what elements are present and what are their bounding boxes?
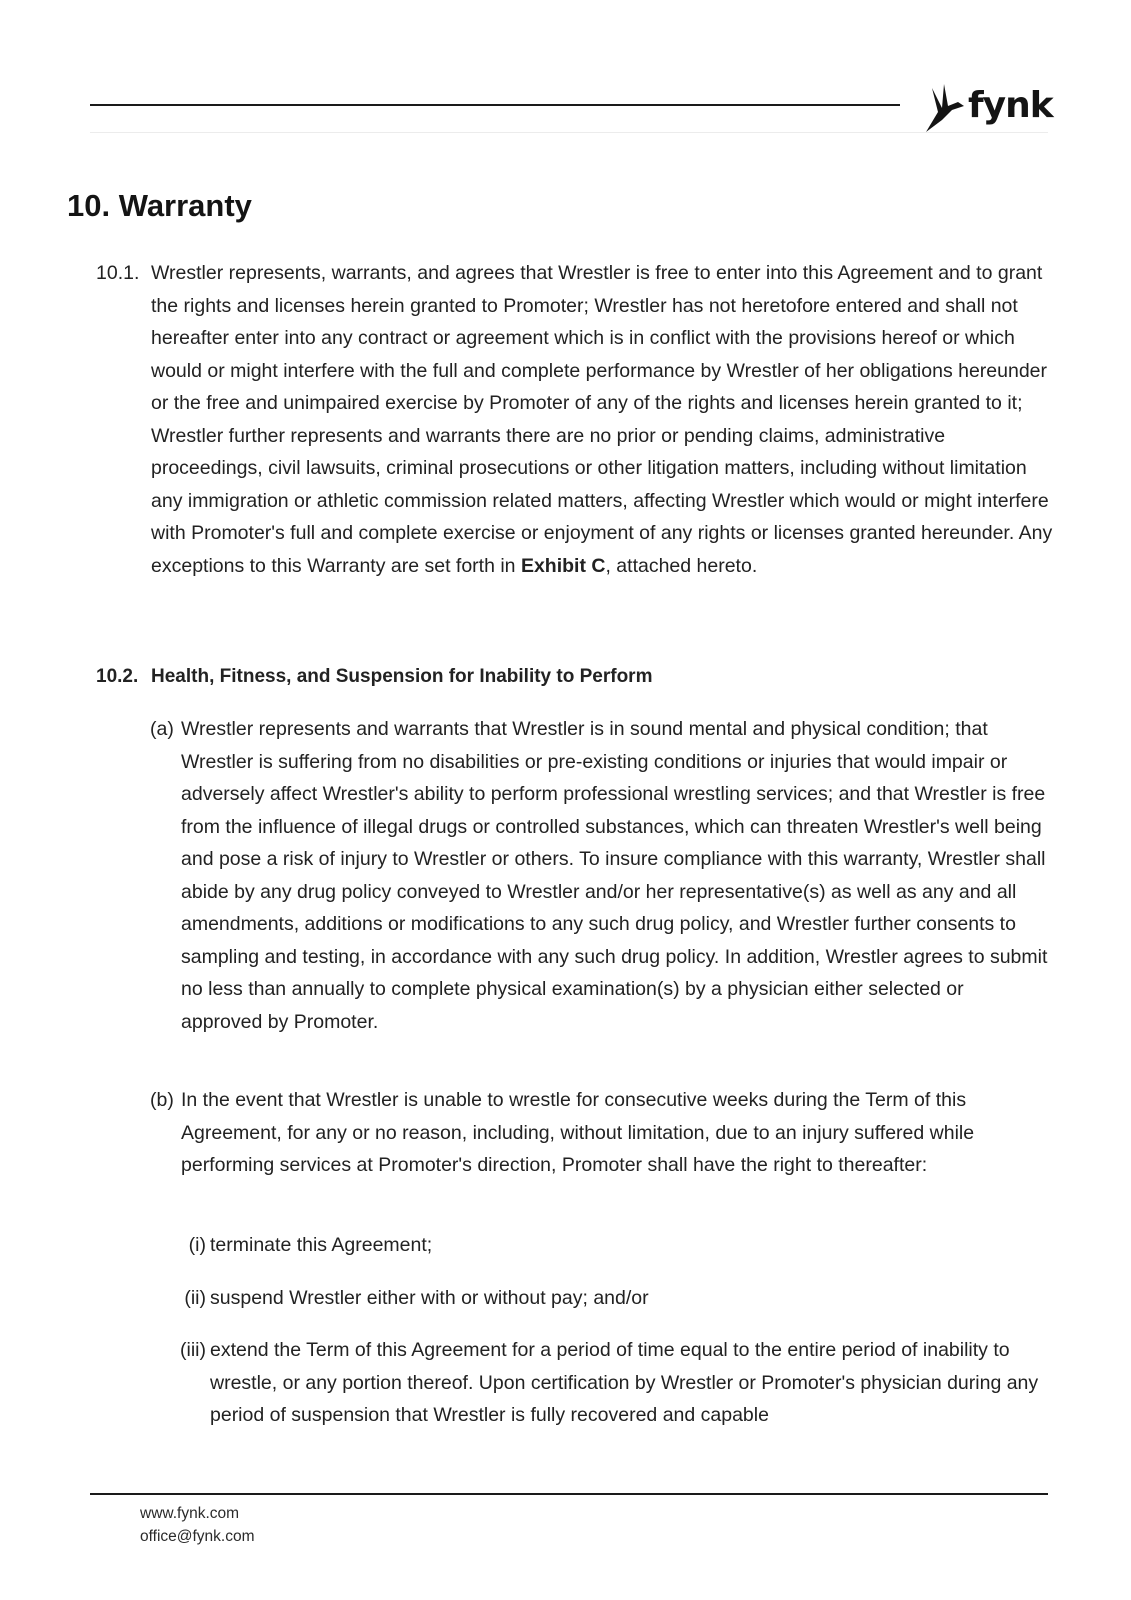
subclause-text: In the event that Wrestler is unable to wrestle for consecutive weeks during the Term of this Agreement, for any or no reason, including, without limitation, due to an injury suffered while performing services at Promoter's direction, Promoter shall have the right to thereafter:	[181, 1089, 975, 1176]
list-item-text: terminate this Agreement;	[210, 1234, 433, 1256]
footer-email[interactable]: office@fynk.com	[140, 1528, 255, 1545]
subclause-b	[150, 1084, 1050, 1182]
footer-website[interactable]: www.fynk.com	[140, 1505, 240, 1522]
header-rule	[90, 104, 900, 106]
subclause-label: (b)	[150, 1089, 174, 1111]
list-item	[174, 1334, 1044, 1432]
list-item	[174, 1229, 1044, 1262]
clause-10-2-heading	[96, 661, 1056, 694]
exhibit-reference: Exhibit C	[520, 554, 606, 577]
header-divider	[90, 132, 1048, 133]
list-item-text: suspend Wrestler either with or without pay; and/or	[210, 1287, 649, 1309]
list-item-label: (i)	[188, 1234, 206, 1256]
clause-text: Wrestler represents, warrants, and agrees that Wrestler is free to enter into this Agreement and to grant the rights and licenses herein granted to Promoter; Wrestler has not heretofore entered and shall not hereafter enter into any contract or agreement which is in conflict with the provisions hereof or which would or might interfere with the full and complete performance by Wrestler of her obligations hereunder or the free and unimpaired exercise by Promoter of any of the rights and licenses herein granted to it; Wrestler further represents and warrants there are no prior or pending claims, administrative proceedings, civil lawsuits, criminal prosecutions or other litigation matters, including without limitation any immigration or athletic commission related matters, affecting Wrestler which would or might interfere with Promoter's full and complete exercise or enjoyment of any rights or licenses granted hereunder. Any exceptions to this Warranty are set forth in Exhibit C, attached hereto.	[151, 262, 1053, 577]
subclause-a	[150, 713, 1050, 1038]
list-item	[174, 1282, 1044, 1315]
fynk-logo	[922, 80, 1053, 136]
clause-number: 10.1.	[96, 262, 140, 284]
subclause-text: Wrestler represents and warrants that Wrestler is in sound mental and physical condition; that Wrestler is suffering from no disabilities or pre-existing conditions or injuries that would impair or adversely affect Wrestler's ability to perform professional wrestling services; and that Wrestler is free from the influence of illegal drugs or controlled substances, which can threaten Wrestler's well being and pose a risk of injury to Wrestler or others. To insure compliance with this warranty, Wrestler shall abide by any drug policy conveyed to Wrestler and/or her representative(s) as well as any and all amendments, additions or modifications to any such drug policy, and Wrestler further consents to sampling and testing, in accordance with any such drug policy. In addition, Wrestler agrees to submit no less than annually to complete physical examination(s) by a physician either selected or approved by Promoter.	[181, 718, 1048, 1033]
list-item-label: (iii)	[180, 1339, 206, 1361]
list-item-label: (ii)	[184, 1287, 206, 1309]
footer-rule	[90, 1493, 1048, 1495]
bird-icon	[922, 82, 966, 134]
list-item-text: extend the Term of this Agreement for a period of time equal to the entire period of inability to wrestle, or any portion thereof. Upon certification by Wrestler or Promoter's physician during any period of suspension that Wrestler is fully recovered and capable	[210, 1339, 1039, 1426]
clause-heading: Health, Fitness, and Suspension for Inability to Perform	[151, 666, 653, 687]
clause-10-1	[96, 257, 1056, 582]
logo-text: fynk	[968, 84, 1053, 126]
subclause-label: (a)	[150, 718, 174, 740]
section-title: 10. Warranty	[67, 188, 252, 223]
clause-number: 10.2.	[96, 666, 139, 687]
